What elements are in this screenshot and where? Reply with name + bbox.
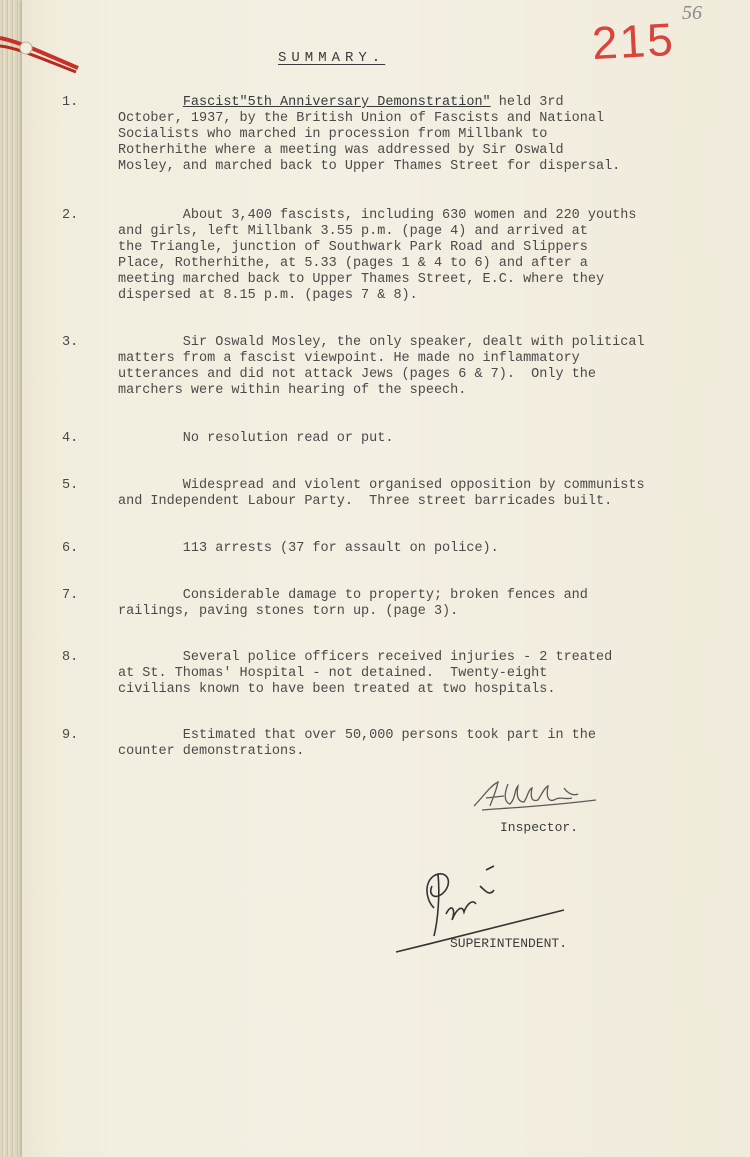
item-number: 5. [62, 478, 79, 493]
item-line: Fascist"5th Anniversary Demonstration" held 3rd [182, 95, 564, 110]
item-line: marchers were within hearing of the speech. [118, 383, 467, 398]
item-number: 7. [62, 588, 79, 603]
item-line: railings, paving stones torn up. (page 3). [118, 604, 459, 619]
item-line: Several police officers received injuries - 2 treated [118, 650, 613, 665]
item-number: 1. [62, 95, 79, 110]
item-line: Rotherhithe where a meeting was addressed by Sir Oswald [118, 143, 564, 158]
item-number: 2. [62, 208, 79, 223]
item-line: Sir Oswald Mosley, the only speaker, dealt with political [118, 335, 645, 350]
item-line: utterances and did not attack Jews (pages 6 & 7). Only the [118, 367, 596, 382]
folio-number: 215 [590, 12, 677, 70]
item-line: October, 1937, by the British Union of Fascists and National [118, 111, 605, 126]
file-stack-edge [0, 0, 24, 1157]
treasury-tag-string [0, 28, 80, 74]
item-line: counter demonstrations. [118, 744, 305, 759]
item-number: 9. [62, 728, 79, 743]
item-line: Widespread and violent organised opposition by communists [118, 478, 645, 493]
item-line: About 3,400 fascists, including 630 women and 220 youths [118, 208, 637, 223]
item-line: 113 arrests (37 for assault on police). [118, 541, 499, 556]
item-line: Mosley, and marched back to Upper Thames Street for dispersal. [118, 159, 621, 174]
item-line: No resolution read or put. [118, 431, 394, 446]
item-line: meeting marched back to Upper Thames Street, E.C. where they [118, 272, 605, 287]
item-line: Socialists who marched in procession from Millbank to [118, 127, 548, 142]
demonstration-title: Fascist"5th Anniversary Demonstration" [182, 95, 491, 110]
inspector-signature [468, 776, 608, 816]
item-line: the Triangle, junction of Southwark Park Road and Slippers [118, 240, 588, 255]
item-line: Place, Rotherhithe, at 5.33 (pages 1 & 4 to 6) and after a [118, 256, 588, 271]
item-line: and girls, left Millbank 3.55 p.m. (page 4) and arrived at [118, 224, 588, 239]
inspector-label: Inspector. [500, 820, 579, 835]
page-title: SUMMARY. [278, 50, 386, 66]
item-number: 6. [62, 541, 79, 556]
item-line: Estimated that over 50,000 persons took part in the [118, 728, 596, 743]
folio-old-number: 56 [682, 2, 702, 24]
superintendent-label: SUPERINTENDENT. [450, 936, 568, 951]
item-number: 8. [62, 650, 79, 665]
item-line: civilians known to have been treated at two hospitals. [118, 682, 556, 697]
item-line: and Independent Labour Party. Three street barricades built. [118, 494, 613, 509]
item-number: 3. [62, 335, 79, 350]
item-line: matters from a fascist viewpoint. He made no inflammatory [118, 351, 580, 366]
item-line: dispersed at 8.15 p.m. (pages 7 & 8). [118, 288, 418, 303]
item-number: 4. [62, 431, 79, 446]
item-line: Considerable damage to property; broken fences and [118, 588, 588, 603]
item-line: at St. Thomas' Hospital - not detained. Twenty-eight [118, 666, 548, 681]
